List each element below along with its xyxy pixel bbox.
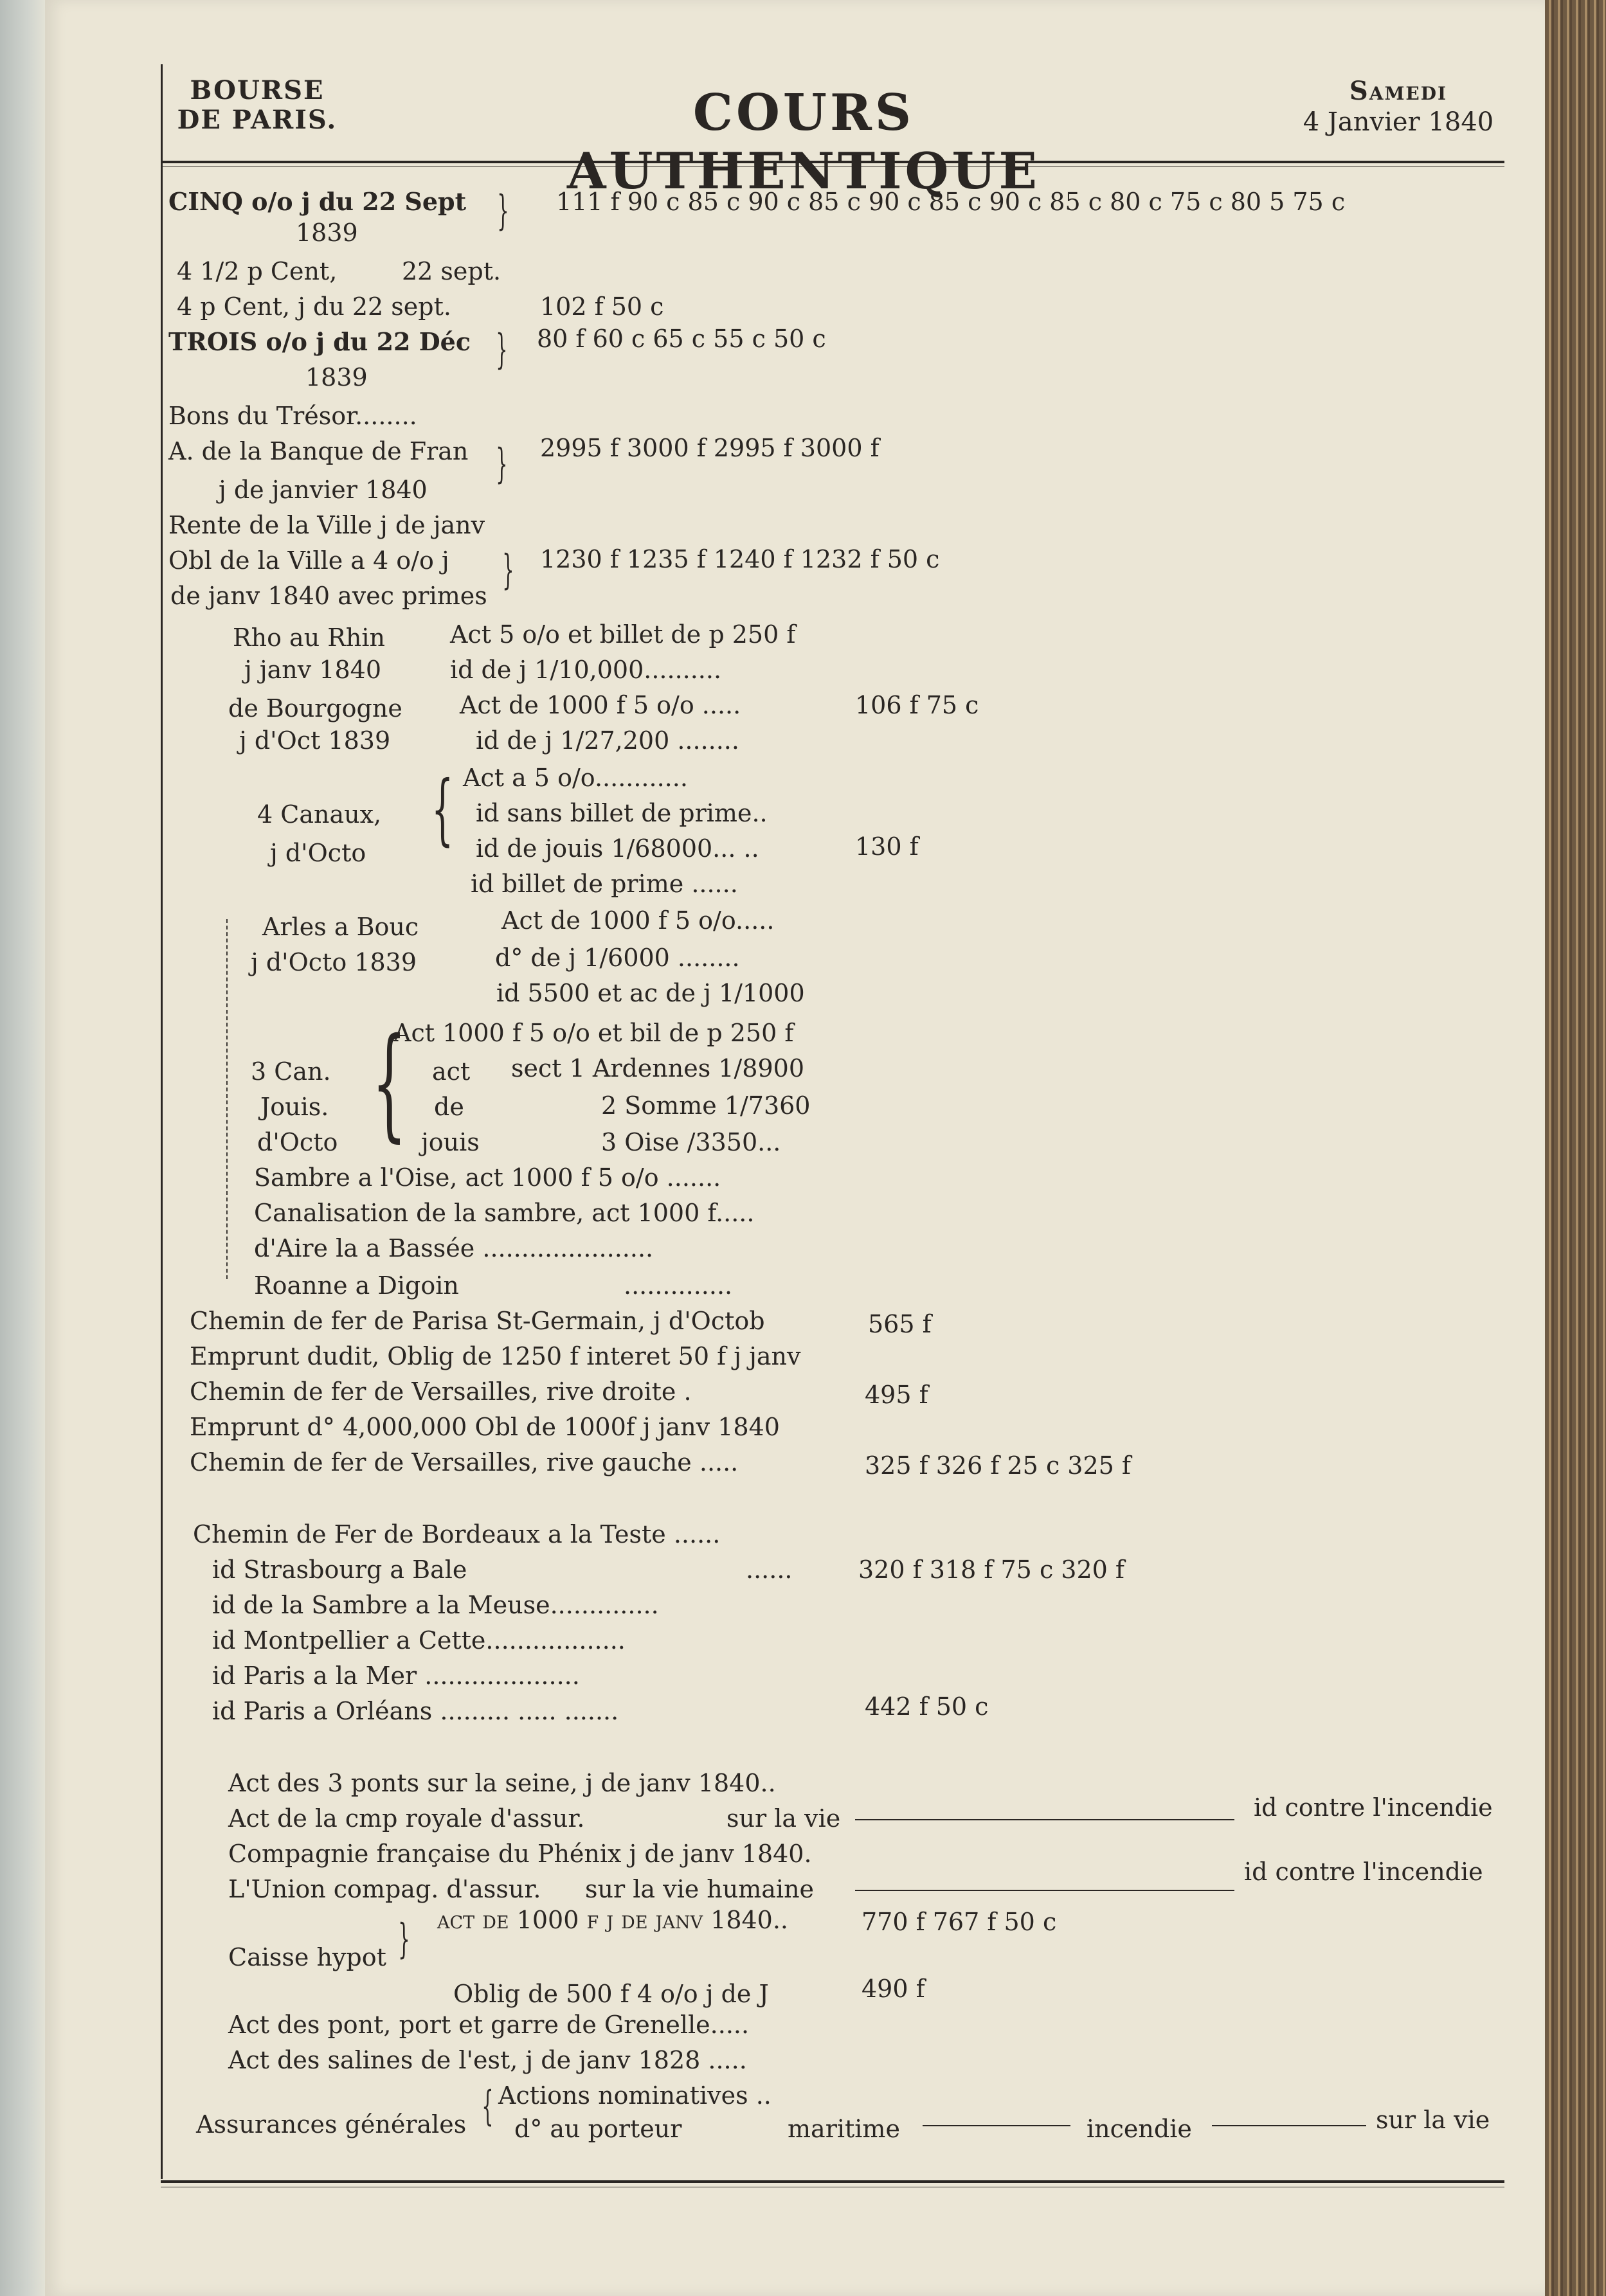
row-caisse-hypot: Caisse hypot [228,1943,386,1971]
row-ag-incendie: incendie [1087,2115,1192,2143]
row-ponts-seine: Act des 3 ponts sur la seine, j de janv 1840.. [228,1769,776,1797]
row-ag-nominatives: Actions nominatives .. [498,2081,771,2110]
row-roanne-label: Roanne a Digoin [254,1271,459,1300]
row-banque-values: 2995 f 3000 f 2995 f 3000 f [540,434,880,462]
row-bourgogne-values: 106 f 75 c [855,691,979,719]
row-union-vie: sur la vie humaine [585,1875,815,1903]
row-emprunt-4m: Emprunt d° 4,000,000 Obl de 1000f j janv 1840 [190,1413,780,1441]
row-ag-maritime: maritime [788,2115,900,2143]
brace: } [502,546,514,594]
bourse-line-1: BOURSE [190,75,325,105]
row-3canaux-jouis2: jouis [421,1128,480,1156]
row-3canaux-act: act [432,1057,471,1086]
row-cf-paris-mer: id Paris a la Mer .................... [212,1662,580,1690]
day-label: Samedi [1349,76,1448,106]
row-4canaux-billet: id billet de prime ...... [471,870,738,898]
row-obl-ville-values: 1230 f 1235 f 1240 f 1232 f 50 c [540,545,940,573]
row-4canaux-jouis: id de jouis 1/68000... .. [476,834,759,863]
brace: } [497,187,509,235]
row-cf-versailles-rd-values: 495 f [865,1381,928,1409]
row-union-incendie: id contre l'incendie [1244,1858,1483,1886]
row-quatre-demi-date: 22 sept. [402,257,501,285]
row-cf-versailles-rg: Chemin de fer de Versailles, rive gauche ..... [190,1448,739,1476]
row-bourgogne-date: j d'Oct 1839 [239,726,391,755]
brace: } [496,326,508,373]
row-cf-paris-orleans: id Paris a Orléans ......... ..... ....... [212,1697,619,1725]
brace: } [496,440,508,488]
row-arles-act: Act de 1000 f 5 o/o..... [501,906,775,935]
row-banque-date: j de janvier 1840 [219,476,428,504]
row-3canaux-oise: 3 Oise /3350... [601,1128,781,1156]
book-left-edge [0,0,47,2296]
page-title: COURS AUTHENTIQUE [567,84,1040,201]
row-canalisation-sambre: Canalisation de la sambre, act 1000 f..... [254,1199,755,1227]
row-arles-label: Arles a Bouc [262,913,419,941]
row-cf-bordeaux: Chemin de Fer de Bordeaux a la Teste ...... [193,1520,721,1548]
row-quatre-demi-label: 4 1/2 p Cent, [177,257,338,285]
row-ag-porteur: d° au porteur [514,2115,682,2143]
row-grenelle: Act des pont, port et garre de Grenelle..... [228,2011,750,2039]
row-obl-ville-label: Obl de la Ville a 4 o/o j [168,546,449,575]
blank-line [855,1819,1234,1820]
bourse-line-2: DE PARIS. [177,105,338,135]
row-3canaux-ardennes: sect 1 Ardennes 1/8900 [511,1054,804,1082]
row-3canaux-jouis: Jouis. [260,1093,329,1121]
row-cf-st-germain: Chemin de fer de Parisa St-Germain, j d'Octob [190,1307,765,1335]
row-emprunt-dudit: Emprunt dudit, Oblig de 1250 f interet 50 f j janv [190,1342,801,1370]
row-caisse-act: act de 1000 f j de janv 1840.. [437,1906,789,1934]
row-trois-label: TROIS o/o j du 22 Déc [168,327,471,356]
row-cf-strasbourg: id Strasbourg a Bale [212,1556,467,1584]
row-arles-5500: id 5500 et ac de j 1/1000 [496,979,805,1007]
row-cie-royale-vie: sur la vie [726,1804,841,1833]
row-cinq-values: 111 f 90 c 85 c 90 c 85 c 90 c 85 c 90 c 85 c 80 c 75 c 80 5 75 c [556,188,1346,216]
footer-rule [161,2180,1504,2183]
row-salines-est: Act des salines de l'est, j de janv 1828 ..... [228,2046,747,2074]
row-cinq-label: CINQ o/o j du 22 Sept [168,187,467,216]
row-rhin-act: Act 5 o/o et billet de p 250 f [450,620,796,649]
row-rente-ville: Rente de la Ville j de janv [168,511,485,539]
row-caisse-oblig: Oblig de 500 f 4 o/o j de J [453,1980,769,2008]
row-trois-year: 1839 [305,363,368,391]
row-bons-tresor: Bons du Trésor........ [168,402,417,430]
row-rhin-date: j janv 1840 [244,656,382,684]
book-right-edge [1545,0,1606,2296]
row-banque-label: A. de la Banque de Fran [168,437,469,465]
row-cf-strasbourg-values: 320 f 318 f 75 c 320 f [858,1556,1124,1584]
row-cf-sambre-meuse: id de la Sambre a la Meuse.............. [212,1591,659,1619]
left-border-line [161,64,163,2179]
row-4canaux-values: 130 f [855,832,919,861]
row-cie-royale-incendie: id contre l'incendie [1254,1793,1493,1822]
row-bourgogne-jouis: id de j 1/27,200 ........ [476,726,739,755]
row-caisse-act-values: 770 f 767 f 50 c [862,1908,1057,1936]
blank-line [1212,2125,1366,2126]
row-cie-royale: Act de la cmp royale d'assur. [228,1804,585,1833]
row-rhin-jouis: id de j 1/10,000.......... [450,656,722,684]
row-ag-vie: sur la vie [1376,2106,1490,2134]
row-3canaux-act-1000: Act 1000 f 5 o/o et bil de p 250 f [393,1019,794,1047]
row-aire-bassee: d'Aire la a Bassée ...................... [254,1234,654,1262]
row-4canaux-sans-billet: id sans billet de prime.. [476,799,768,827]
brace: { [482,2083,494,2130]
row-cf-paris-orleans-values: 442 f 50 c [865,1692,989,1721]
row-4canaux-label: 4 Canaux, [257,800,382,829]
row-cf-versailles-rg-values: 325 f 326 f 25 c 325 f [865,1451,1131,1480]
row-union: L'Union compag. d'assur. [228,1875,541,1903]
row-quatre-values: 102 f 50 c [540,292,664,321]
row-3canaux-somme: 2 Somme 1/7360 [601,1091,811,1120]
row-3canaux-date: d'Octo [257,1128,338,1156]
blank-line [855,1890,1234,1891]
row-cf-strasbourg-dots: ...... [746,1556,793,1584]
row-arles-jouis: d° de j 1/6000 ........ [495,944,740,972]
blank-line [923,2125,1070,2126]
row-cinq-year: 1839 [296,219,358,247]
bourse-label [161,76,354,135]
row-bourgogne-label: de Bourgogne [228,694,402,722]
row-trois-values: 80 f 60 c 65 c 55 c 50 c [537,325,826,353]
row-cf-versailles-rd: Chemin de fer de Versailles, rive droite . [190,1377,692,1406]
row-phenix: Compagnie française du Phénix j de janv 1840. [228,1840,812,1868]
row-cf-montpellier: id Montpellier a Cette.................. [212,1626,626,1655]
brace: } [398,1915,410,1963]
brace: { [372,1012,407,1154]
row-caisse-oblig-values: 490 f [862,1975,925,2003]
row-sambre-oise: Sambre a l'Oise, act 1000 f 5 o/o ....... [254,1163,721,1192]
row-obl-ville-date: de janv 1840 avec primes [170,582,487,610]
date-label: 4 Janvier 1840 [1303,107,1494,137]
row-ag-label: Assurances générales [196,2110,467,2139]
header-rule [161,161,1504,163]
date-block [1292,76,1504,138]
row-arles-date: j d'Octo 1839 [251,948,417,976]
group-dashed-line [226,919,228,1279]
row-bourgogne-act: Act de 1000 f 5 o/o ..... [460,691,741,719]
row-3canaux-label: 3 Can. [251,1057,331,1086]
row-cf-st-germain-values: 565 f [868,1310,932,1338]
brace: { [431,765,454,854]
row-4canaux-act: Act a 5 o/o............ [463,764,688,792]
row-4canaux-date: j d'Octo [270,839,366,867]
row-3canaux-de: de [434,1093,464,1121]
row-rhin-label: Rho au Rhin [233,623,385,652]
row-roanne-dots: .............. [624,1271,733,1300]
row-quatre-label: 4 p Cent, j du 22 sept. [177,292,451,321]
header [161,64,1504,201]
